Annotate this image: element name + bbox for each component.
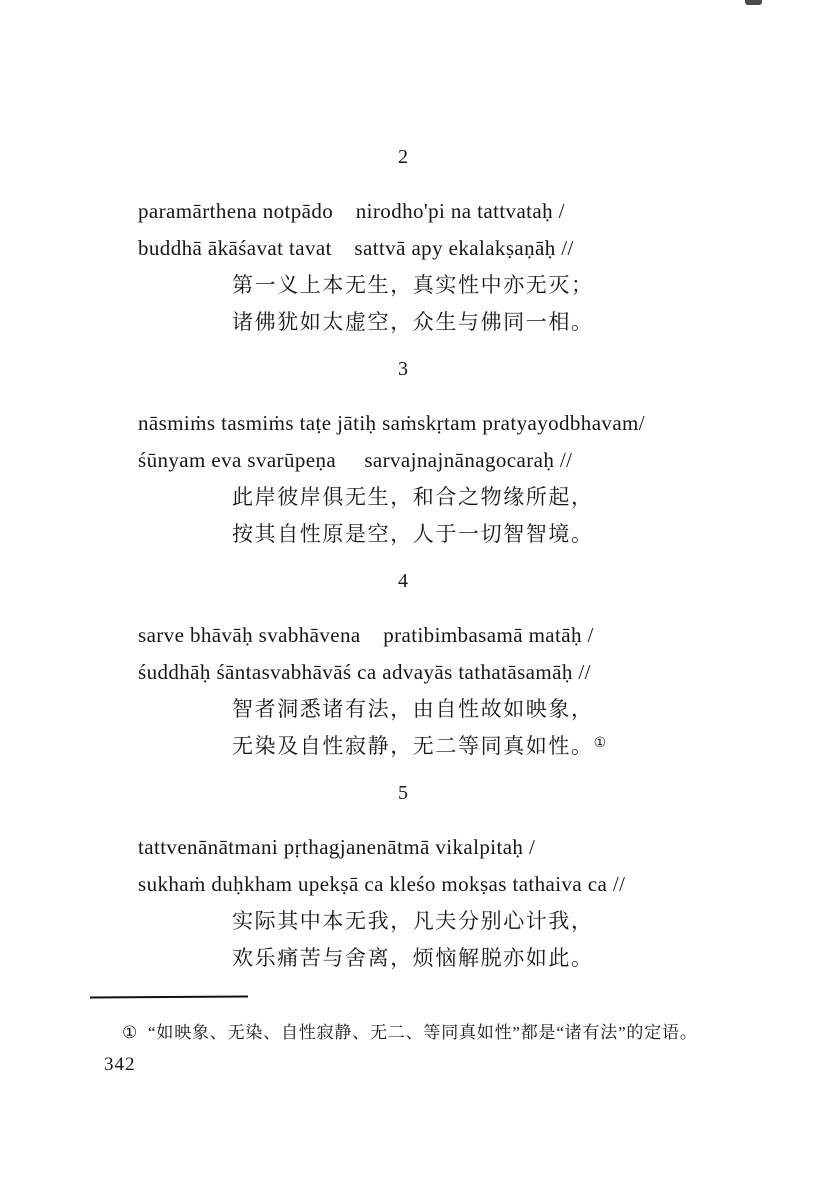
- verse-block-3: [0, 357, 832, 553]
- verse-number: 4: [398, 570, 408, 592]
- verse-block-2: [0, 145, 832, 341]
- sanskrit-line: buddhā ākāśavat tavat sattvā apy ekalakṣaṇāḥ //: [138, 236, 574, 260]
- sanskrit-line: paramārthena notpādo nirodho'pi na tattvataḥ /: [138, 199, 565, 223]
- footnote-text: “如映象、无染、自性寂静、无二、等同真如性”都是“诸有法”的定语。: [148, 1023, 698, 1042]
- scan-artifact: [745, 0, 762, 5]
- chinese-line: 欢乐痛苦与舍离，烦恼解脱亦如此。: [232, 946, 594, 970]
- verse-block-5: [0, 781, 832, 977]
- verse-number: 3: [398, 358, 408, 380]
- chinese-line: 实际其中本无我，凡夫分别心计我，: [232, 909, 594, 933]
- sanskrit-line: sukhaṁ duḥkham upekṣā ca kleśo mokṣas tathaiva ca //: [138, 872, 626, 896]
- footnote-marker: ①: [122, 1023, 139, 1042]
- verse-block-4: [0, 569, 832, 765]
- chinese-line: 诸佛犹如太虚空，众生与佛同一相。: [232, 310, 594, 334]
- chinese-line: 按其自性原是空，人于一切智智境。: [232, 522, 594, 546]
- chinese-line: [232, 728, 832, 765]
- verse-number: 2: [398, 146, 408, 168]
- sanskrit-line: sarve bhāvāḥ svabhāvena pratibimbasamā matāḥ /: [138, 623, 594, 647]
- verse-number: 5: [398, 782, 408, 804]
- footnote-divider: [90, 995, 248, 998]
- page-number: 342: [104, 1054, 136, 1075]
- footnote-ref: ①: [593, 736, 607, 751]
- chinese-line-text: 无染及自性寂静，无二等同真如性。: [232, 734, 594, 758]
- footnote: [122, 1020, 832, 1045]
- chinese-line: 第一义上本无生，真实性中亦无灭；: [232, 273, 594, 297]
- chinese-line: 智者洞悉诸有法，由自性故如映象，: [232, 697, 594, 721]
- sanskrit-line: tattvenānātmani pṛthagjanenātmā vikalpitaḥ /: [138, 835, 536, 859]
- sanskrit-line: nāsmiṁs tasmiṁs taṭe jātiḥ saṁskṛtam pratyayodbhavam/: [138, 411, 646, 435]
- sanskrit-line: śūnyam eva svarūpeṇa sarvajnajnānagocaraḥ //: [138, 448, 573, 472]
- sanskrit-line: śuddhāḥ śāntasvabhāvāś ca advayās tathatāsamāḥ //: [138, 660, 591, 684]
- chinese-line: 此岸彼岸俱无生，和合之物缘所起，: [232, 485, 594, 509]
